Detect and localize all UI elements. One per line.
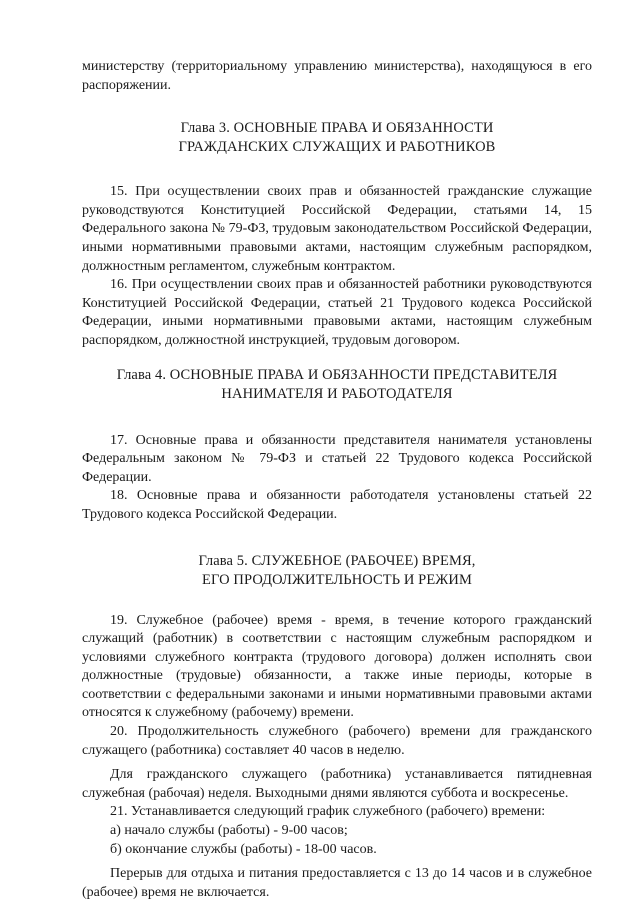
paragraph-21-break: Перерыв для отдыха и питания предоставляется с 13 до 14 часов и в служебное (рабочее) время не включается. [82,866,592,900]
chapter-3-title-line-1: Глава 3. ОСНОВНЫЕ ПРАВА И ОБЯЗАННОСТИ [180,120,494,137]
chapter-4-title-line-2: НАНИМАТЕЛЯ И РАБОТОДАТЕЛЯ [221,385,453,402]
paragraph-21-end-time: б) окончание службы (работы) - 18-00 часов. [110,841,377,857]
intro-paragraph: министерству (территориальному управлению министерства), находящуюся в его распоряжении. [82,59,592,93]
chapter-3-title-line-2: ГРАЖДАНСКИХ СЛУЖАЩИХ И РАБОТНИКОВ [178,139,496,156]
chapter-5-heading [82,552,592,590]
chapter-4-heading [82,366,592,404]
paragraph-21-start-time: а) начало службы (работы) - 9-00 часов; [110,823,348,839]
chapter-4-title-line-1: Глава 4. ОСНОВНЫЕ ПРАВА И ОБЯЗАННОСТИ ПРЕДСТАВИТЕЛЯ [116,366,558,383]
paragraph-19: 19. Служебное (рабочее) время - время, в течение которого гражданский служащий (работник) в соответствии с настоящим служебным распорядком и условиями служебного контракта (трудового договора) должен исполнять свои должностные (трудовые) обязанности, а также иные периоды, которые в соответствии с федеральными законами и иными нормативными правовыми актами относятся к служебному (рабочему) времени. [82,612,592,721]
paragraph-20: 20. Продолжительность служебного (рабочего) времени для гражданского служащего (работника) составляет 40 часов в неделю. [82,724,592,758]
paragraph-16: 16. При осуществлении своих прав и обязанностей работники руководствуются Конституцией Российской Федерации, статьей 21 Трудового кодекса Российской Федерации, иными нормативными правовыми актами, настоящим служебным распорядком, должностной инструкцией, трудовым договором. [82,277,592,348]
chapter-3-heading [82,119,592,157]
paragraph-18: 18. Основные права и обязанности работодателя установлены статьей 22 Трудового кодекса Российской Федерации. [82,488,592,522]
paragraph-20-workweek: Для гражданского служащего (работника) устанавливается пятидневная служебная (рабочая) неделя. Выходными днями являются суббота и воскресенье. [82,767,592,801]
chapter-5-title-line-2: ЕГО ПРОДОЛЖИТЕЛЬНОСТЬ И РЕЖИМ [202,571,472,588]
paragraph-17: 17. Основные права и обязанности представителя нанимателя установлены Федеральным законом № 79-ФЗ и статьей 22 Трудового кодекса Российской Федерации. [82,432,592,485]
paragraph-21: 21. Устанавливается следующий график служебного (рабочего) времени: [110,804,546,820]
paragraph-15: 15. При осуществлении своих прав и обязанностей гражданские служащие руководствуются Конституцией Российской Федерации, статьями 14, 15 Федерального закона № 79-ФЗ, трудовым законодательством Российской Федерации, иными нормативными правовыми актами, настоящим служебным распорядком, должностным регламентом, служебным контрактом. [82,184,592,274]
chapter-5-title-line-1: Глава 5. СЛУЖЕБНОЕ (РАБОЧЕЕ) ВРЕМЯ, [198,552,476,569]
